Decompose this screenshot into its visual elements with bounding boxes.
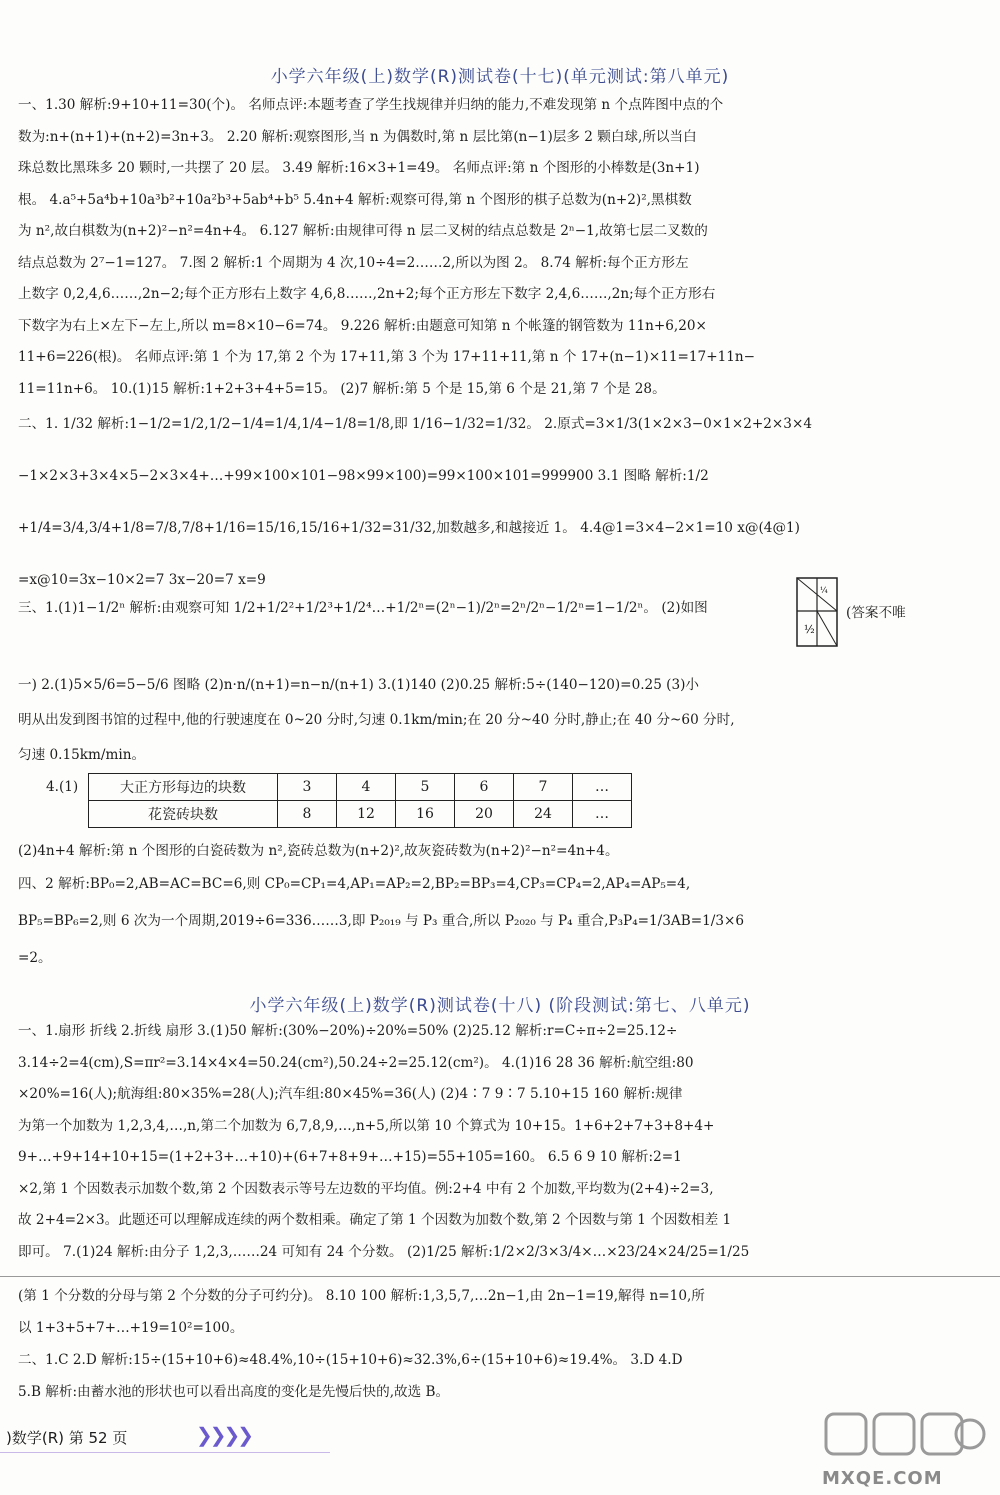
text-line: 故 2+4=2×3。此题还可以理解成连续的两个数相乘。确定了第 1 个因数为加数个数,第 2 个因数与第 1 个因数相差 1 — [18, 1212, 732, 1228]
text-line: −1×2×3+3×4×5−2×3×4+…+99×100×101−98×99×100)=99×100×101=999900 3.1 图略 解析:1/2 — [18, 468, 709, 484]
divider — [0, 1276, 1000, 1277]
text-line: 9+…+9+14+10+15=(1+2+3+…+10)+(6+7+8+9+…+15)=55+105=160。 6.5 6 9 10 解析:2=1 — [18, 1149, 682, 1165]
text-line: (答案不唯 — [846, 605, 906, 621]
table-cell: 7 — [514, 774, 573, 801]
square-figure — [796, 577, 838, 647]
footer-rule — [0, 1452, 330, 1453]
text-line: 为 n²,故白棋数为(n+2)²−n²=4n+4。 6.127 解析:由规律可得 n 层二叉树的结点总数是 2ⁿ−1,故第七层二叉数的 — [18, 223, 708, 239]
text-line: 明从出发到图书馆的过程中,他的行驶速度在 0~20 分时,匀速 0.1km/min;在 20 分~40 分时,静止;在 40 分~60 分时, — [18, 712, 735, 728]
table-cell: 5 — [396, 774, 455, 801]
text-line: BP₅=BP₆=2,则 6 次为一个周期,2019÷6=336……3,即 P₂₀₁₉ 与 P₃ 重合,所以 P₂₀₂₀ 与 P₄ 重合,P₃P₄=1/3AB=1/3×6 — [18, 913, 745, 929]
page-footer: )数学(R) 第 52 页 — [6, 1429, 128, 1447]
text-line: 匀速 0.15km/min。 — [18, 747, 146, 763]
text-line: 即可。 7.(1)24 解析:由分子 1,2,3,……24 可知有 24 个分数。 (2)1/25 解析:1/2×2/3×3/4×…×23/24×24/25=1/25 — [18, 1243, 750, 1260]
svg-text:½: ½ — [804, 623, 815, 636]
text-line: 一、1.扇形 折线 2.折线 扇形 3.(1)50 解析:(30%−20%)÷20%=50% (2)25.12 解析:r=C÷π÷2=25.12÷ — [18, 1023, 678, 1039]
arrows-icon: ❯❯❯❯ — [196, 1423, 252, 1447]
text-line: 4.(1) — [46, 779, 79, 795]
text-line: ×2,第 1 个因数表示加数个数,第 2 个因数表示等号左边数的平均值。例:2+4 中有 2 个加数,平均数为(2+4)÷2=3, — [18, 1180, 714, 1197]
table-cell: 花瓷砖块数 — [89, 801, 278, 828]
table-cell: … — [573, 801, 632, 828]
text-line: 一、1.30 解析:9+10+11=30(个)。 名师点评:本题考查了学生找规律并归纳的能力,不难发现第 n 个点阵图中点的个 — [18, 97, 724, 113]
table-row — [89, 774, 632, 801]
text-line: 结点总数为 2⁷−1=127。 7.图 2 解析:1 个周期为 4 次,10÷4=2……2,所以为图 2。 8.74 解析:每个正方形左 — [18, 254, 689, 271]
section-18-part1 — [18, 1016, 958, 1268]
text-line: 三、1.(1)1−1/2ⁿ 解析:由观察可知 1/2+1/2²+1/2³+1/2⁴…+1/2ⁿ=(2ⁿ−1)/2ⁿ=2ⁿ/2ⁿ−1/2ⁿ=1−1/2ⁿ。 (2)如图 — [18, 600, 708, 616]
section-17-part2 — [18, 398, 958, 606]
text-line: 为第一个加数为 1,2,3,4,…,n,第二个加数为 6,7,8,9,…,n+5,所以第 10 个算式为 10+15。1+6+2+7+3+8+4+ — [18, 1117, 715, 1134]
table-cell: 3 — [278, 774, 337, 801]
text-line: 3.14÷2=4(cm),S=πr²=3.14×4×4=50.24(cm²),50.24÷2=25.12(cm²)。 4.(1)16 28 36 解析:航空组:80 — [18, 1054, 694, 1071]
table-cell: 20 — [455, 801, 514, 828]
text-line: +1/4=3/4,3/4+1/8=7/8,7/8+1/16=15/16,15/16+1/32=31/32,加数越多,和越接近 1。 4.4@1=3×4−2×1=10 x@(4@1) — [18, 520, 800, 536]
section-17-part3-tail — [846, 598, 996, 630]
text-line: 5.B 解析:由蓄水池的形状也可以看出高度的变化是先慢后快的,故选 B。 — [18, 1384, 450, 1400]
text-line: 根。 4.a⁵+5a⁴b+10a³b²+10a²b³+5ab⁴+b⁵ 5.4n+4 解析:观察可得,第 n 个图形的棋子总数为(n+2)²,黑棋数 — [18, 191, 692, 208]
test-title-17: 小学六年级(上)数学(R)测试卷(十七)(单元测试:第八单元) — [270, 67, 730, 87]
text-line: (2)4n+4 解析:第 n 个图形的白瓷砖数为 n²,瓷砖总数为(n+2)²,故灰瓷砖数为(n+2)²−n²=4n+4。 — [18, 843, 619, 859]
table-row — [89, 801, 632, 828]
table-cell: 12 — [337, 801, 396, 828]
section-17-part1 — [18, 90, 958, 405]
text-line: 数为:n+(n+1)+(n+2)=3n+3。 2.20 解析:观察图形,当 n 为偶数时,第 n 层比第(n−1)层多 2 颗白球,所以当白 — [18, 128, 697, 145]
text-line: =2。 — [18, 950, 52, 966]
table-cell: 大正方形每边的块数 — [89, 774, 278, 801]
text-line: 一) 2.(1)5×5/6=5−5/6 图略 (2)n·n/(n+1)=n−n/(n+1) 3.(1)140 (2)0.25 解析:5÷(140−120)=0.25 (3)小 — [18, 677, 700, 693]
text-line: (第 1 个分数的分母与第 2 个分数的分子可约分)。 8.10 100 解析:1,3,5,7,…2n−1,由 2n−1=19,解得 n=10,所 — [18, 1288, 705, 1304]
text-line: 二、1. 1/32 解析:1−1/2=1/2,1/2−1/4=1/4,1/4−1/8=1/8,即 1/16−1/32=1/32。 2.原式=3×1/3(1×2×3−0×1×2+2×3×4 — [18, 416, 812, 432]
text-line: 上数字 0,2,4,6……,2n−2;每个正方形右上数字 4,6,8……,2n+2;每个正方形左下数字 2,4,6……,2n;每个正方形右 — [18, 286, 716, 302]
table-cell: 6 — [455, 774, 514, 801]
table-cell: 16 — [396, 801, 455, 828]
text-line: 11+6=226(根)。 名师点评:第 1 个为 17,第 2 个为 17+11,第 3 个为 17+11+11,第 n 个 17+(n−1)×11=17+11n− — [18, 349, 756, 365]
table-cell: 8 — [278, 801, 337, 828]
watermark-text: MXQE.COM — [822, 1468, 943, 1489]
text-line: 二、1.C 2.D 解析:15÷(15+10+6)≈48.4%,10÷(15+10+6)≈32.3%,6÷(15+10+6)≈19.4%。 3.D 4.D — [18, 1352, 683, 1368]
svg-text:¼: ¼ — [820, 586, 828, 595]
text-line: =x@10=3x−10×2=7 3x−20=7 x=9 — [18, 572, 266, 588]
table-cell: 24 — [514, 801, 573, 828]
text-line: 以 1+3+5+7+…+19=10²=100。 — [18, 1320, 244, 1336]
test-title-18: 小学六年级(上)数学(R)测试卷(十八) (阶段测试:第七、八单元) — [249, 996, 751, 1016]
section-17-part3-line1 — [18, 593, 788, 625]
tile-table — [88, 773, 632, 828]
text-line: 11=11n+6。 10.(1)15 解析:1+2+3+4+5=15。 (2)7 解析:第 5 个是 15,第 6 个是 21,第 7 个是 28。 — [18, 380, 666, 397]
table-cell: 4 — [337, 774, 396, 801]
text-line: 下数字为右上×左下−左上,所以 m=8×10−6=74。 9.226 解析:由题意可知第 n 个帐篷的钢管数为 11n+6,20× — [18, 317, 707, 334]
table-cell: … — [573, 774, 632, 801]
text-line: 四、2 解析:BP₀=2,AB=AC=BC=6,则 CP₀=CP₁=4,AP₁=AP₂=2,BP₂=BP₃=4,CP₃=CP₄=2,AP₄=AP₅=4, — [18, 876, 691, 892]
q4-answer — [18, 836, 958, 868]
section-17-part3 — [18, 668, 958, 773]
text-line: ×20%=16(人);航海组:80×35%=28(人);汽车组:80×45%=36(人) (2)4∶7 9∶7 5.10+15 160 解析:规律 — [18, 1086, 683, 1102]
section-18-part2 — [18, 1280, 958, 1408]
section-17-part4 — [18, 866, 958, 977]
text-line: 珠总数比黑珠多 20 颗时,一共摆了 20 层。 3.49 解析:16×3+1=49。 名师点评:第 n 个图形的小棒数是(3n+1) — [18, 160, 700, 176]
